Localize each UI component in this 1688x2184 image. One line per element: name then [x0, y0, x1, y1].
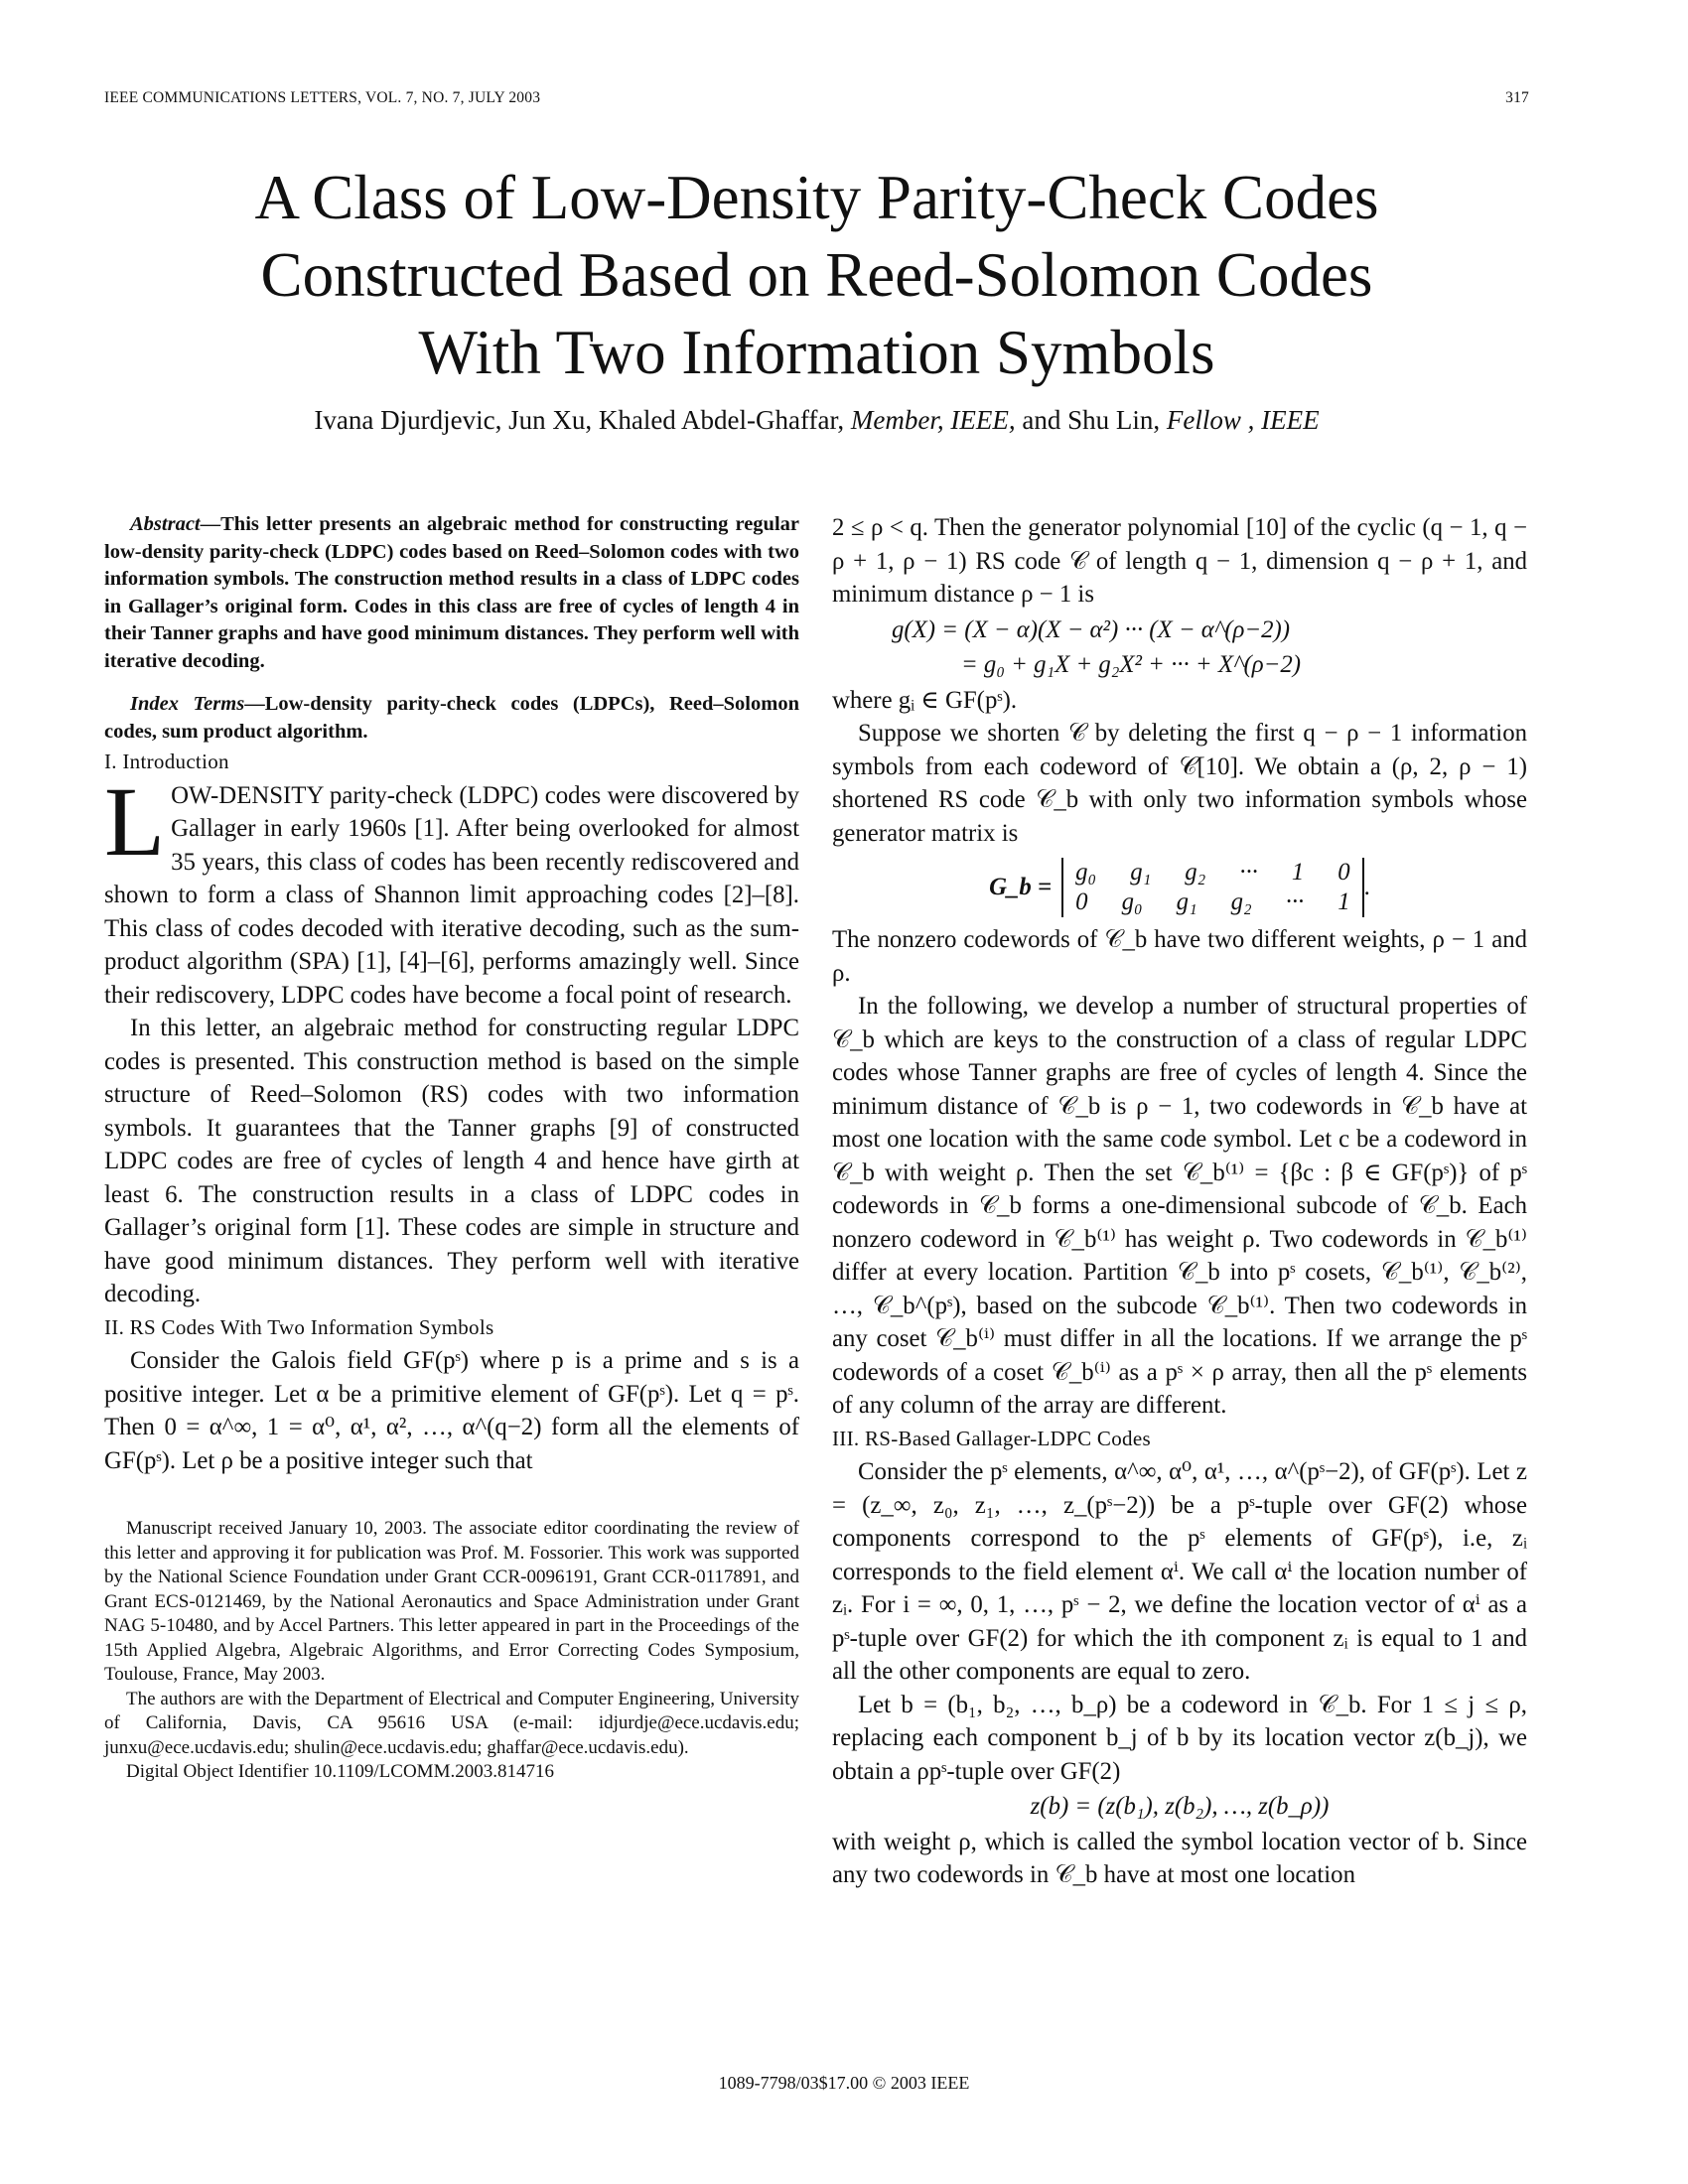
matrix-cell: 0 [1337, 859, 1350, 886]
right-column [832, 511, 1527, 1892]
running-header: IEEE COMMUNICATIONS LETTERS, VOL. 7, NO. 7, JULY 2003 [104, 89, 541, 106]
matrix-cell: 1 [1291, 859, 1305, 886]
index-terms-label: Index Terms [130, 693, 245, 715]
right-paragraph-4: The nonzero codewords of 𝒞_b have two different weights, ρ − 1 and ρ. [832, 926, 1527, 987]
matrix-cell: ··· [1239, 859, 1258, 886]
matrix-cell: g₂ [1230, 888, 1252, 915]
equation-symbol-location-vector: z(b) = (z(b₁), z(b₂), …, z(b_ρ)) [1030, 1793, 1330, 1820]
matrix-row-1 [1075, 858, 1350, 887]
footnote-manuscript: Manuscript received January 10, 2003. The associate editor coordinating the review of this letter and approving it for publication was Prof. M. Fossorier. This work was supported by the National Science Foundation under Grant CCR-0096191, Grant CCR-0117891, and Grant ECS-0121469, by the National Aeronautics and Space Administration under Grant NAG 5-10480, and by Accel Partners. This letter appeared in part in the Proceedings of the 15th Applied Algebra, Algebraic Algorithms, and Error Correcting Codes Symposium, Toulouse, France, May 2003. [104, 1518, 799, 1685]
intro-paragraph-2: In this letter, an algebraic method for constructing regular LDPC codes is presented. This construction method is based on the simple structure of Reed–Solomon (RS) codes with two information symbols. It guarantees that the Tanner graphs [9] of constructed LDPC codes are free of cycles of length 4 and hence have girth at least 6. The construction results in a class of LDPC codes in Gallager’s original form [1]. These codes are simple in structure and have good minimum distances. They perform well with iterative decoding. [104, 1015, 799, 1307]
intro-paragraph-1-text: OW-DENSITY parity-check (LDPC) codes were discovered by Gallager in early 1960s [1]. After being overlooked for almost 35 years, this class of codes has been recently rediscovered and shown to form a class of Shannon limit approaching codes [2]–[8]. This class of codes decoded with iterative decoding, such as the sum-product algorithm (SPA) [1], [4]–[6], performs amazingly well. Since their rediscovery, LDPC codes have become a focal point of research. [104, 781, 799, 1009]
matrix-cell: g₁ [1176, 888, 1197, 915]
section2-paragraph-1: Consider the Galois field GF(pˢ) where p is a prime and s is a positive integer. Let α be a primitive element of GF(pˢ). Let q = pˢ. Then 0 = α^∞, 1 = α⁰, α¹, α², …, α^(q−2) form all the elements of GF(pˢ). Let ρ be a positive integer such that [104, 1347, 799, 1474]
footnote-affiliation: The authors are with the Department of Electrical and Computer Engineering, University of California, Davis, CA 95616 USA (e-mail: idjurdje@ece.ucdavis.edu; junxu@ece.ucdavis.edu; shulin@ece.ucdavis.edu; ghaffar@ece.ucdavis.edu). [104, 1688, 799, 1758]
abstract [104, 511, 799, 675]
title-line-2: Constructed Based on Reed-Solomon Codes [260, 240, 1373, 310]
footnote-doi: Digital Object Identifier 10.1109/LCOMM.2003.814716 [126, 1761, 554, 1782]
author-names: Ivana Djurdjevic, Jun Xu, Khaled Abdel-Ghaffar, [314, 405, 845, 435]
intro-paragraph-1 [104, 765, 799, 1013]
generator-matrix [832, 858, 1527, 917]
author-role-member: Member, IEEE, [850, 405, 1016, 435]
matrix-cell: g₀ [1121, 888, 1143, 915]
drop-cap: L [104, 765, 166, 877]
author-connector: and Shu Lin, [1022, 405, 1161, 435]
right-paragraph-1: 2 ≤ ρ < q. Then the generator polynomial [10] of the cyclic (q − 1, q − ρ + 1, ρ − 1) RS code 𝒞 of length q − 1, dimension q − ρ + 1, and minimum distance ρ − 1 is [832, 514, 1527, 608]
title-line-3: With Two Information Symbols [418, 318, 1215, 387]
section-heading-rs-codes: II. RS Codes With Two Information Symbols [104, 1314, 494, 1339]
abstract-label: Abstract [130, 513, 201, 535]
index-terms-text: —Low-density parity-check codes (LDPCs), Reed–Solomon codes, sum product algorithm. [104, 693, 799, 743]
equation-generator-expansion: = g₀ + g₁X + g₂X² + ··· + X^(ρ−2) [961, 651, 1301, 678]
page-number: 317 [1505, 89, 1529, 106]
matrix-row-2 [1075, 887, 1350, 917]
paper-title [104, 159, 1529, 391]
copyright-footer: 1089-7798/03$17.00 © 2003 IEEE [718, 2073, 970, 2093]
matrix-label: G_b = [989, 874, 1053, 901]
section-heading-rs-gallager: III. RS-Based Gallager-LDPC Codes [832, 1426, 1151, 1450]
matrix-cell: g₂ [1185, 859, 1206, 886]
abstract-text: —This letter presents an algebraic method for constructing regular low-density parity-check (LDPC) codes based on Reed–Solomon codes with two information symbols. The construction method results in a class of LDPC codes in Gallager’s original form. Codes in this class are free of cycles of length 4 in their Tanner graphs and have good minimum distances. They perform well with iterative decoding. [104, 513, 799, 672]
right-paragraph-3: Suppose we shorten 𝒞 by deleting the first q − ρ − 1 information symbols from each codeword of 𝒞[10]. We obtain a (ρ, 2, ρ − 1) shortened RS code 𝒞_b with only two information symbols whose generator matrix is [832, 720, 1527, 847]
footnote [104, 1517, 799, 1785]
left-column [104, 511, 799, 1785]
right-paragraph-2: where gᵢ ∈ GF(pˢ). [832, 686, 1018, 714]
equation-generator-polynomial: g(X) = (X − α)(X − α²) ··· (X − α^(ρ−2)) [892, 615, 1291, 643]
right-paragraph-5: In the following, we develop a number of structural properties of 𝒞_b which are keys to the construction of a class of regular LDPC codes whose Tanner graphs are free of cycles of length 4. Since the minimum distance of 𝒞_b is ρ − 1, two codewords in 𝒞_b have at most one location with the same code symbol. Let c be a codeword in 𝒞_b with weight ρ. Then the set 𝒞_b⁽¹⁾ = {βc : β ∈ GF(pˢ)} of pˢ codewords in 𝒞_b forms a one-dimensional subcode of 𝒞_b. Each nonzero codeword in 𝒞_b⁽¹⁾ has weight ρ. Two codewords in 𝒞_b⁽¹⁾ differ at every location. Partition 𝒞_b into pˢ cosets, 𝒞_b⁽¹⁾, 𝒞_b⁽²⁾, …, 𝒞_b^(pˢ), based on the subcode 𝒞_b⁽¹⁾. Then two codewords in any coset 𝒞_b⁽ⁱ⁾ must differ in all the locations. If we arrange the pˢ codewords of a coset 𝒞_b⁽ⁱ⁾ as a pˢ × ρ array, then all the pˢ elements of any column of the array are different. [832, 993, 1527, 1419]
matrix-cell: ··· [1285, 888, 1305, 915]
right-paragraph-8: with weight ρ, which is called the symbol location vector of b. Since any two codewords in 𝒞_b have at most one location [832, 1828, 1527, 1888]
author-role-fellow: Fellow , IEEE [1166, 405, 1320, 435]
right-paragraph-7: Let b = (b₁, b₂, …, b_ρ) be a codeword in 𝒞_b. For 1 ≤ j ≤ ρ, replacing each component b_j of b by its location vector z(b_j), we obtain a ρpˢ-tuple over GF(2) [832, 1691, 1527, 1785]
matrix-brackets [1061, 858, 1364, 917]
matrix-cell: 1 [1337, 888, 1350, 915]
matrix-cell: g₁ [1130, 859, 1152, 886]
index-terms [104, 691, 799, 746]
title-line-1: A Class of Low-Density Parity-Check Codes [254, 163, 1379, 232]
matrix-cell: g₀ [1075, 859, 1097, 886]
right-paragraph-6: Consider the pˢ elements, α^∞, α⁰, α¹, …, α^(pˢ−2), of GF(pˢ). Let z = (z_∞, z₀, z₁, …, z_(pˢ−2)) be a pˢ-tuple over GF(2) whose components correspond to the pˢ elements of GF(pˢ), i.e, zᵢ corresponds to the field element αⁱ. We call αⁱ the location number of zᵢ. For i = ∞, 0, 1, …, pˢ − 2, we define the location vector of αⁱ as a pˢ-tuple over GF(2) for which the ith component zᵢ is equal to 1 and all the other components are equal to zero. [832, 1458, 1527, 1685]
section-heading-introduction: I. Introduction [104, 750, 229, 773]
matrix-cell: 0 [1075, 888, 1088, 915]
matrix-period: . [1363, 874, 1370, 901]
author-list [104, 405, 1529, 436]
